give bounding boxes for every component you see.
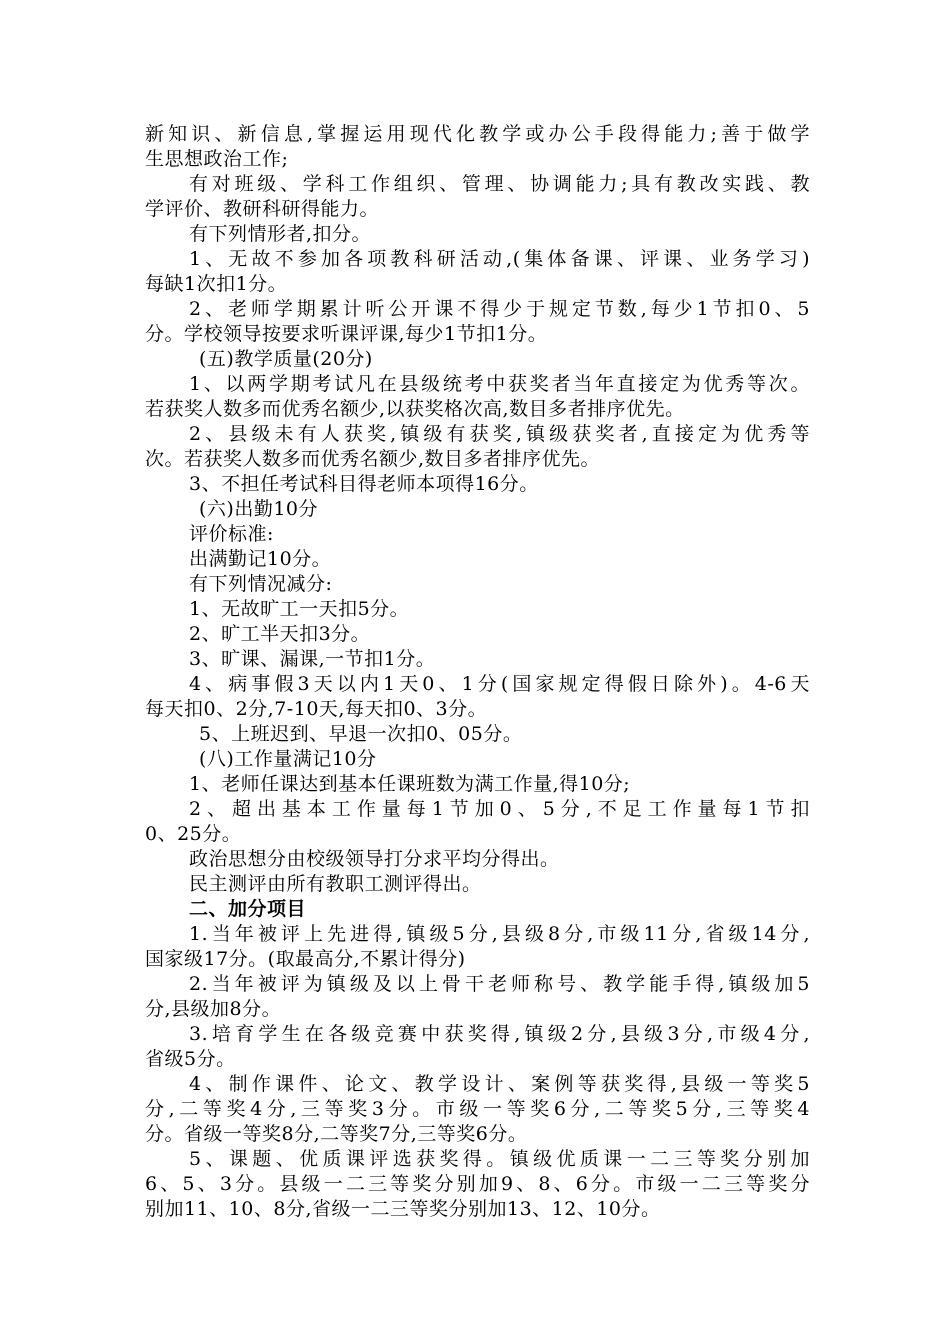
- text-line: 每缺1次扣1分。: [145, 273, 288, 295]
- section-heading: 二、加分项目: [189, 898, 307, 920]
- text-line: 政治思想分由校级领导打分求平均分得出。: [189, 848, 560, 870]
- text-line: 3、旷课、漏课,一节扣1分。: [189, 648, 436, 670]
- text-line: 民主测评由所有教职工测评得出。: [189, 873, 482, 895]
- text-line: 分。省级一等奖8分,二等奖7分,三等奖6分。: [145, 1123, 528, 1145]
- text-line: 国家级17分。(取最高分,不累计得分): [145, 948, 466, 970]
- text-line: 3.培育学生在各级竞赛中获奖得,镇级2分,县级3分,市级4分,: [189, 1023, 810, 1045]
- text-line: 省级5分。: [145, 1048, 236, 1070]
- text-line: 6、5、3分。县级一二三等奖分别加9、8、6分。市级一二三等奖分: [145, 1173, 810, 1195]
- text-line: (八)工作量满记10分: [199, 748, 377, 770]
- text-line: 5、上班迟到、早退一次扣0、05分。: [199, 723, 523, 745]
- text-line: 分,县级加8分。: [145, 998, 282, 1020]
- text-line: 分。学校领导按要求听课评课,每少1节扣1分。: [145, 323, 548, 345]
- text-line: 有对班级、学科工作组织、管理、协调能力;具有教改实践、教: [189, 173, 810, 195]
- text-line: 1、老师任课达到基本任课班数为满工作量,得10分;: [189, 773, 631, 795]
- text-line: (五)教学质量(20分): [199, 348, 373, 370]
- document-body: [145, 122, 810, 1222]
- text-line: 4、病事假3天以内1天0、1分(国家规定得假日除外)。4-6天: [189, 673, 810, 695]
- text-line: 2、老师学期累计听公开课不得少于规定节数,每少1节扣0、5: [189, 298, 810, 320]
- text-line: 1.当年被评上先进得,镇级5分,县级8分,市级11分,省级14分,: [189, 923, 810, 945]
- text-line: 出满勤记10分。: [189, 548, 332, 570]
- text-line: (六)出勤10分: [199, 498, 319, 520]
- text-line: 次。若获奖人数多而优秀名额少,数目多者排序优先。: [145, 448, 601, 470]
- text-line: 0、25分。: [145, 823, 242, 845]
- document-page: [145, 122, 810, 1222]
- text-line: 3、不担任考试科目得老师本项得16分。: [189, 473, 539, 495]
- text-line: 2.当年被评为镇级及以上骨干老师称号、教学能手得,镇级加5: [189, 973, 810, 995]
- text-line: 别加11、10、8分,省级一二三等奖分别加13、12、10分。: [145, 1198, 661, 1220]
- text-line: 生思想政治工作;: [145, 148, 289, 170]
- text-line: 1、无故旷工一天扣5分。: [189, 598, 410, 620]
- text-line: 评价标准:: [189, 523, 274, 545]
- text-line: 1、无故不参加各项教科研活动,(集体备课、评课、业务学习): [189, 248, 810, 270]
- text-line: 学评价、教研科研得能力。: [145, 198, 380, 220]
- text-line: 有下列情形者,扣分。: [189, 223, 372, 245]
- text-line: 2、县级未有人获奖,镇级有获奖,镇级获奖者,直接定为优秀等: [189, 423, 810, 445]
- text-line: 若获奖人数多而优秀名额少,以获奖格次高,数目多者排序优先。: [145, 398, 685, 420]
- text-line: 有下列情况减分:: [189, 573, 333, 595]
- text-line: 4、制作课件、论文、教学设计、案例等获奖得,县级一等奖5: [189, 1073, 810, 1095]
- text-line: 新知识、新信息,掌握运用现代化教学或办公手段得能力;善于做学: [145, 123, 810, 145]
- text-line: 1、以两学期考试凡在县级统考中获奖者当年直接定为优秀等次。: [189, 373, 810, 395]
- text-line: 2、旷工半天扣3分。: [189, 623, 371, 645]
- text-line: 每天扣0、2分,7-10天,每天扣0、3分。: [145, 698, 488, 720]
- text-line: 分,二等奖4分,三等奖3分。市级一等奖6分,二等奖5分,三等奖4: [145, 1098, 810, 1120]
- text-line: 2、超出基本工作量每1节加0、5分,不足工作量每1节扣: [189, 798, 810, 820]
- text-line: 5、课题、优质课评选获奖得。镇级优质课一二三等奖分别加: [189, 1148, 810, 1170]
